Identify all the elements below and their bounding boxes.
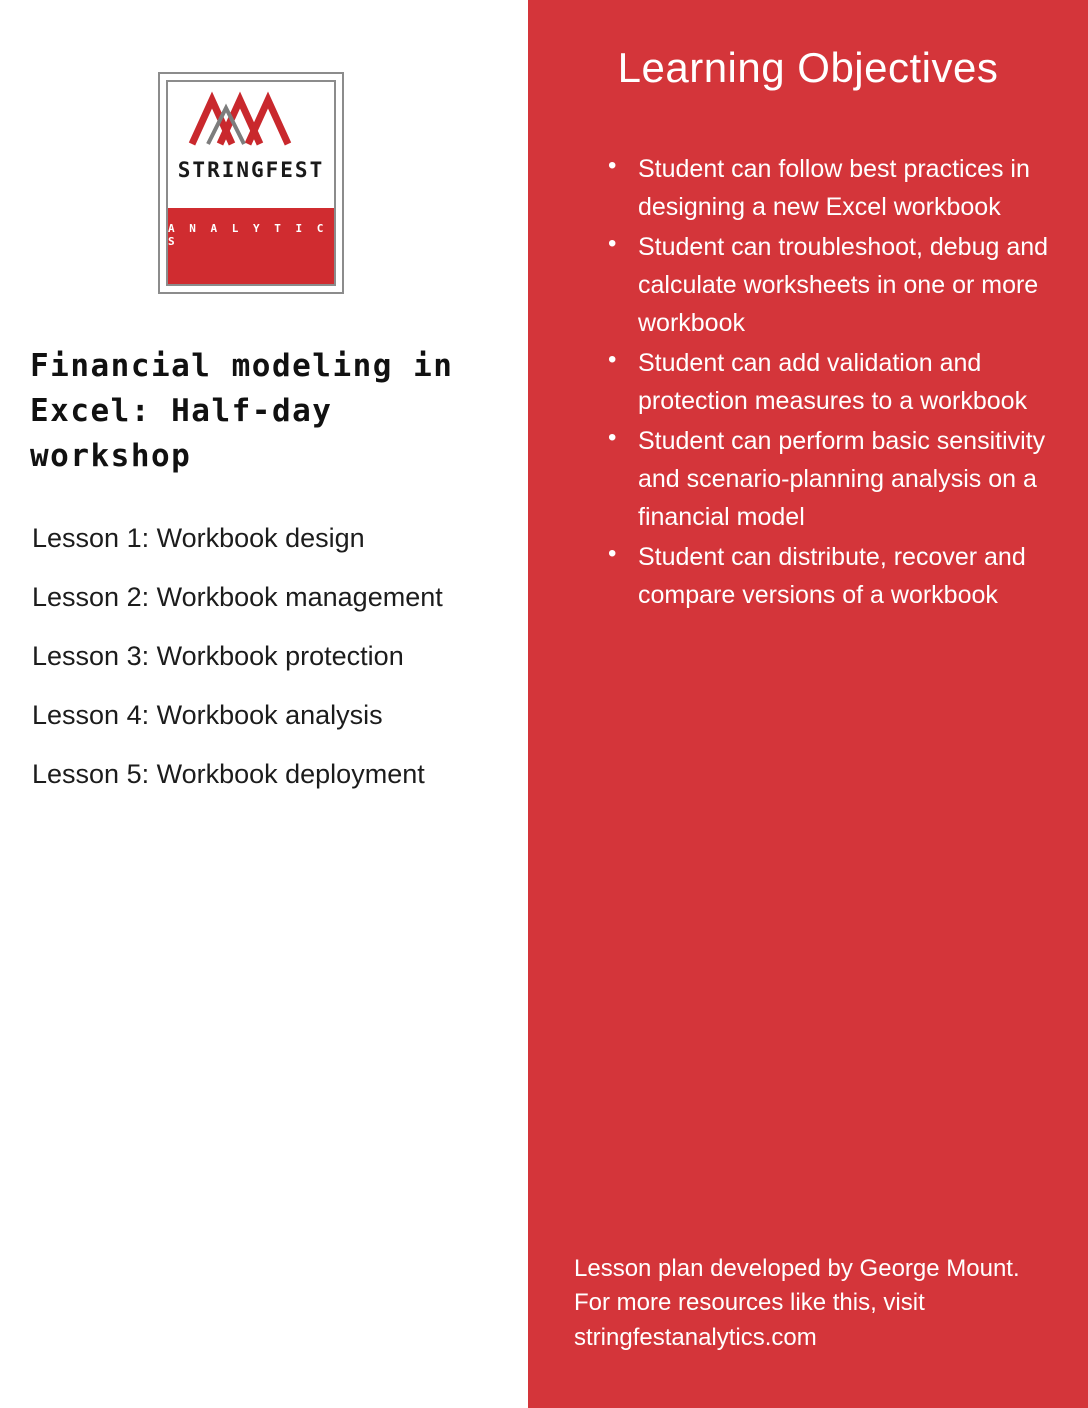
logo-wordmark: STRINGFEST (177, 158, 325, 182)
page-title: Financial modeling in Excel: Half-day workshop (30, 348, 454, 474)
list-item: Lesson 3: Workbook protection (32, 641, 404, 672)
mountain-chevrons-icon (186, 90, 316, 148)
lesson-list (32, 519, 512, 795)
list-item: Lesson 5: Workbook deployment (32, 759, 425, 790)
logo-frame (166, 80, 336, 286)
left-column (0, 0, 528, 1408)
logo-subtitle: A N A L Y T I C S (168, 222, 328, 248)
logo-red-band (168, 208, 334, 284)
list-item: • Student can distribute, recover and compare versions of a workbook (602, 538, 1056, 614)
list-item: • Student can follow best practices in designing a new Excel workbook (602, 150, 1056, 226)
learning-objectives-list (602, 150, 1056, 614)
footer-credit: Lesson plan developed by George Mount. For more resources like this, visit stringfestanalytics.com (574, 1254, 1020, 1352)
list-item: • Student can perform basic sensitivity and scenario-planning analysis on a financial model (602, 422, 1056, 536)
right-column (528, 0, 1088, 1408)
list-item: Lesson 2: Workbook management (32, 581, 443, 612)
list-item: Lesson 1: Workbook design (32, 522, 365, 553)
list-item: • Student can troubleshoot, debug and calculate worksheets in one or more workbook (602, 228, 1056, 342)
stringfest-logo (158, 72, 344, 294)
list-item: • Student can add validation and protection measures to a workbook (602, 344, 1056, 420)
list-item: Lesson 4: Workbook analysis (32, 700, 383, 731)
learning-objectives-heading: Learning Objectives (617, 44, 999, 91)
